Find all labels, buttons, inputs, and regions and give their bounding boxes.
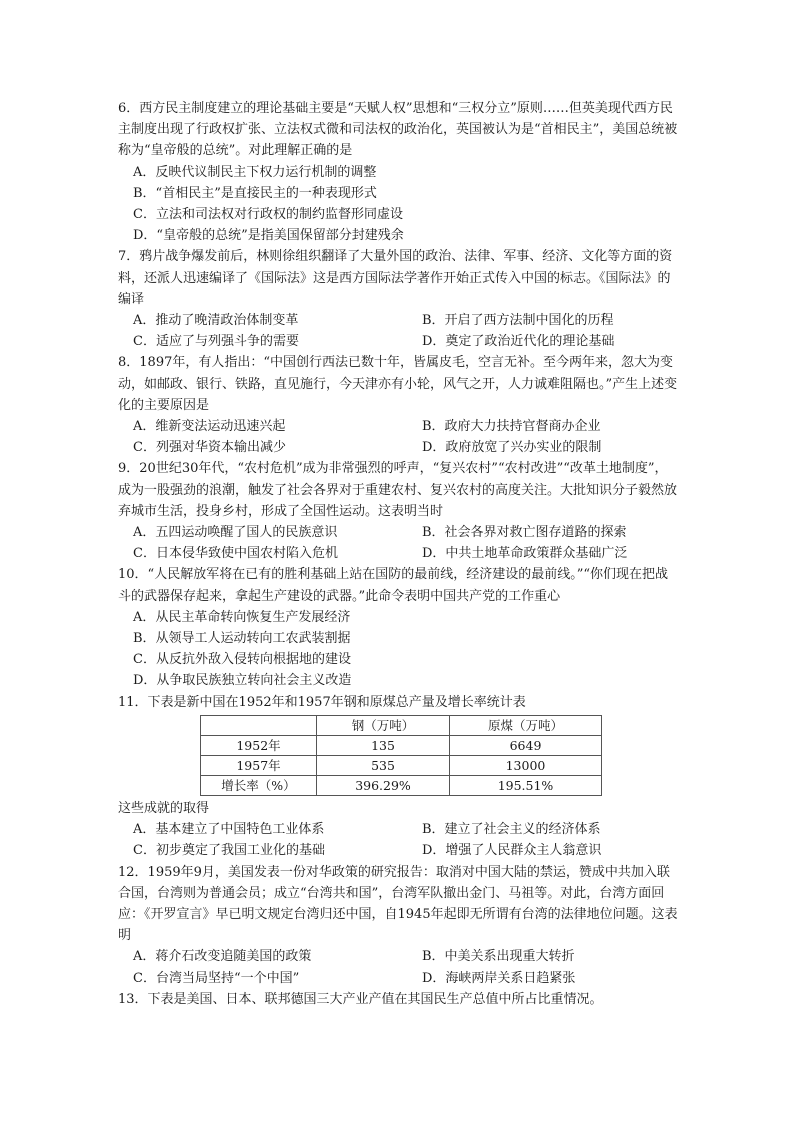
question-stem: 10．“人民解放军将在已有的胜利基础上站在国防的最前线，经济建设的最前线。”“你们现在把战斗的武器保存起来，拿起生产建设的武器。”此命令表明中国共产党的工作重心 bbox=[118, 567, 668, 604]
question-10 bbox=[118, 564, 678, 691]
option-b: B．中美关系出现重大转折 bbox=[422, 949, 575, 965]
question-stem: 9．20世纪30年代，“农村危机”成为非常强烈的呼声，“复兴农村”“农村改进”“改革土地制度”，成为一股强劲的浪潮，触发了社会各界对于重建农村、复兴农村的高度关注。大批知识分子毅然放弃城市生活，投身乡村，形成了全国性运动。这表明当时 bbox=[118, 461, 678, 519]
option-b: B．政府大力扶持官督商办企业 bbox=[422, 419, 601, 435]
option-b: B．社会各界对救亡图存道路的探索 bbox=[422, 525, 627, 541]
table-cell: 6649 bbox=[450, 735, 602, 755]
option-b: B．从领导工人运动转向工农武装割据 bbox=[133, 631, 351, 647]
exam-page bbox=[118, 98, 678, 1010]
question-stem: 12．1959年9月，美国发表一份对华政策的研究报告：取消对中国大陆的禁运，赞成中共加入联合国，台湾则为普通会员；成立“台湾共和国”，台湾军队撤出金门、马祖等。对此，台湾方面回应：《开罗宣言》早已明文规定台湾归还中国，自1945年起即无所谓有台湾的法律地位问题。这表明 bbox=[118, 864, 678, 944]
question-11 bbox=[118, 692, 678, 862]
question-stem: 7．鸦片战争爆发前后，林则徐组织翻译了大量外国的政治、法律、军事、经济、文化等方面的资料，还派人迅速编译了《国际法》这是西方国际法学著作开始正式传入中国的标志。《国际法》的编译 bbox=[118, 249, 673, 307]
option-a: A．反映代议制民主下权力运行机制的调整 bbox=[133, 164, 377, 180]
table-cell: 396.29% bbox=[317, 775, 450, 795]
question-stem: 8．1897年，有人指出：“中国创行西法已数十年，皆属皮毛，空言无补。至今两年来，忽大为变动，如邮政、银行、铁路，直见施行，今天津亦有小轮，风气之开，人力诚难阻隔也。”产生上述变化的主要原因是 bbox=[118, 355, 678, 413]
option-b: B．建立了社会主义的经济体系 bbox=[422, 822, 601, 838]
option-d: D．增强了人民群众主人翁意识 bbox=[422, 843, 602, 859]
option-a: A．推动了晚清政治体制变革 bbox=[133, 313, 299, 329]
option-row bbox=[118, 968, 678, 989]
production-table bbox=[200, 715, 602, 796]
table-header-row bbox=[201, 715, 602, 735]
question-followup: 这些成就的取得 bbox=[118, 800, 210, 816]
option-b: B．“首相民主”是直接民主的一种表现形式 bbox=[133, 185, 377, 201]
table-cell: 535 bbox=[317, 755, 450, 775]
table-cell: 135 bbox=[317, 735, 450, 755]
table-header-cell bbox=[201, 715, 317, 735]
question-stem: 6．西方民主制度建立的理论基础主要是“天赋人权”思想和“三权分立”原则……但英美现代西方民主制度出现了行政权扩张、立法权式微和司法权的政治化，英国被认为是“首相民主”，美国总统被称为“皇帝般的总统”。对此理解正确的是 bbox=[118, 101, 678, 159]
option-d: D．从争取民族独立转向社会主义改造 bbox=[133, 673, 352, 689]
option-c: C．日本侵华致使中国农村陷入危机 bbox=[133, 546, 338, 562]
question-12 bbox=[118, 862, 678, 989]
option-row bbox=[118, 946, 678, 967]
option-c: C．立法和司法权对行政权的制约监督形同虚设 bbox=[133, 207, 403, 223]
question-6 bbox=[118, 98, 678, 246]
table-cell: 1952年 bbox=[201, 735, 317, 755]
table-cell: 增长率（%） bbox=[201, 775, 317, 795]
option-c: C．适应了与列强斗争的需要 bbox=[133, 334, 299, 350]
option-c: C．从反抗外敌入侵转向根据地的建设 bbox=[133, 652, 351, 668]
option-d: D．“皇帝般的总统”是指美国保留部分封建残余 bbox=[133, 228, 404, 244]
option-a: A．从民主革命转向恢复生产发展经济 bbox=[133, 609, 351, 625]
option-c: C．列强对华资本输出减少 bbox=[133, 440, 286, 456]
question-7 bbox=[118, 246, 678, 352]
option-a: A．蒋介石改变追随美国的政策 bbox=[133, 949, 312, 965]
question-8 bbox=[118, 352, 678, 458]
option-row bbox=[118, 543, 678, 564]
option-d: D．中共土地革命政策群众基础广泛 bbox=[422, 546, 628, 562]
option-d: D．奠定了政治近代化的理论基础 bbox=[422, 334, 615, 350]
table-row bbox=[201, 775, 602, 795]
option-row bbox=[118, 416, 678, 437]
table-cell: 1957年 bbox=[201, 755, 317, 775]
option-c: C．初步奠定了我国工业化的基础 bbox=[133, 843, 325, 859]
option-b: B．开启了西方法制中国化的历程 bbox=[422, 313, 614, 329]
option-row bbox=[118, 819, 678, 840]
question-stem: 11．下表是新中国在1952年和1957年钢和原煤总产量及增长率统计表 bbox=[118, 694, 526, 710]
option-d: D．海峡两岸关系日趋紧张 bbox=[422, 970, 576, 986]
option-row bbox=[118, 522, 678, 543]
table-row bbox=[201, 735, 602, 755]
question-9 bbox=[118, 458, 678, 564]
option-d: D．政府放宽了兴办实业的限制 bbox=[422, 440, 602, 456]
table-header-cell: 钢（万吨） bbox=[317, 715, 450, 735]
question-stem: 13．下表是美国、日本、联邦德国三大产业产值在其国民生产总值中所占比重情况。 bbox=[118, 991, 603, 1007]
question-13 bbox=[118, 989, 678, 1010]
option-row bbox=[118, 840, 678, 861]
table-cell: 13000 bbox=[450, 755, 602, 775]
option-row bbox=[118, 310, 678, 331]
option-a: A．维新变法运动迅速兴起 bbox=[133, 419, 286, 435]
table-header-cell: 原煤（万吨） bbox=[450, 715, 602, 735]
table-row bbox=[201, 755, 602, 775]
option-row bbox=[118, 437, 678, 458]
option-a: A．五四运动唤醒了国人的民族意识 bbox=[133, 525, 338, 541]
option-a: A．基本建立了中国特色工业体系 bbox=[133, 822, 325, 838]
option-c: C．台湾当局坚持“一个中国” bbox=[133, 970, 300, 986]
table-cell: 195.51% bbox=[450, 775, 602, 795]
option-row bbox=[118, 331, 678, 352]
